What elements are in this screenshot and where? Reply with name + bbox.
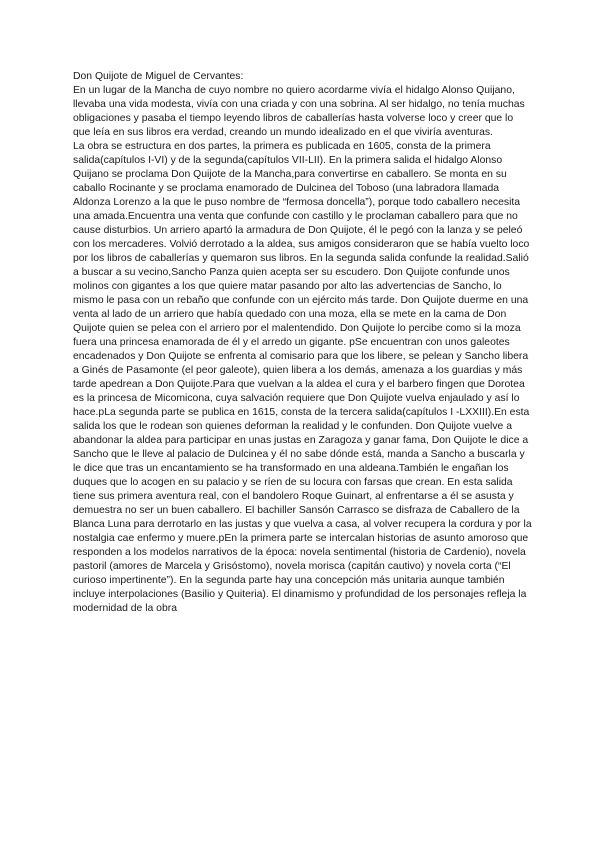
paragraph-structure: La obra se estructura en dos partes, la primera es publicada en 1605, consta de la primera salida(capítulos I-VI) y de la segunda(capítulos VII-LII). En la primera salida el hidalgo Alonso Quijano se proclama Don Quijote de la Mancha,para convertirse en caballero. Se monta en su caballo Rocinante y se proclama enamorado de Dulcinea del Toboso (una labradora llamada Aldonza Lorenzo a la que le puso nombre de “fermosa doncella”), porque todo caballero necesita una amada.Encuentra una venta que confunde con castillo y le proclaman caballero para que no cause disturbios. Un arriero apartó la armadura de Don Quijote, él le pegó con la lanza y se peleó con los mercaderes. Volvió derrotado a la aldea, sus amigos consideraron que se había vuelto loco por los libros de caballerías y quemaron sus libros. En la segunda salida confunde la realidad.Salió a buscar a su vecino,Sancho Panza quien acepta ser su escudero. Don Quijote confunde unos molinos con gigantes a los que quiere matar pasando por alto las advertencias de Sancho, lo mismo le pasa con un rebaño que confunde con un ejército más tarde. Don Quijote duerme en una venta al lado de un arriero que había quedado con una moza, ella se mete en la cama de Don Quijote quien se pelea con el arriero por el malentendido. Don Quijote lo percibe como si la moza fuera una princesa enamorada de él y el arredo un gigante. pSe encuentran con unos galeotes encadenados y Don Quijote se enfrenta al comisario para que los libere, se pelean y Sancho libera a Ginés de Pasamonte (el peor galeote), quien libera a los demás, amenaza a los guardias y más tarde apedrean a Don Quijote.Para que vuelvan a la aldea el cura y el barbero fingen que Dorotea es la princesa de Micomicona, cuya salvación requiere que Don Quijote vuelva enjaulado y así lo hace.pLa segunda parte se publica en 1615, consta de la tercera salida(capítulos I -LXXIII).En esta salida los que le rodean son quienes deforman la realidad y le confunden. Don Quijote vuelve a abandonar la aldea para participar en unas justas en Zaragoza y ganar fama, Don Quijote le dice a Sancho que le lleve al palacio de Dulcinea y él no sabe dónde está, manda a Sancho a buscarla y le dice que tras un encantamiento se ha transformado en una aldeana.También le engañan los duques que lo acogen en su palacio y se ríen de su locura con farsas que crean. En esta salida tiene sus primera aventura real, con el bandolero Roque Guinart, al enfrentarse a él se asusta y demuestra no ser un buen caballero. El bachiller Sansón Carrasco se disfraza de Caballero de la Blanca Luna para derrotarlo en las justas y que vuelva a casa, al volver recupera la cordura y por la nostalgia cae enfermo y muere.pEn la primera parte se intercalan historias de asunto amoroso que responden a los modelos narrativos de la época: novela sentimental (historia de Cardenio), novela pastoril (amores de Marcela y Grisóstomo), novela morisca (capitán cautivo) y novela corta (“El curioso impertinente”). En la segunda parte hay una concepción más unitaria aunque también incluye interpolaciones (Basilio y Quiteria). El dinamismo y profundidad de los personajes refleja la modernidad de la obra [73,141,532,614]
document-text [73,70,533,616]
document-title: Don Quijote de Miguel de Cervantes: [73,71,244,82]
paragraph-summary: En un lugar de la Mancha de cuyo nombre no quiero acordarme vivía el hidalgo Alonso Quijano, llevaba una vida modesta, vivía con una criada y con una sobrina. Al ser hidalgo, no tenía muchas obligaciones y pasaba el tiempo leyendo libros de caballerías hasta volverse loco y creer que lo que leía en sus libros era verdad, creando un mundo idealizado en el que viviría aventuras. [73,85,525,138]
